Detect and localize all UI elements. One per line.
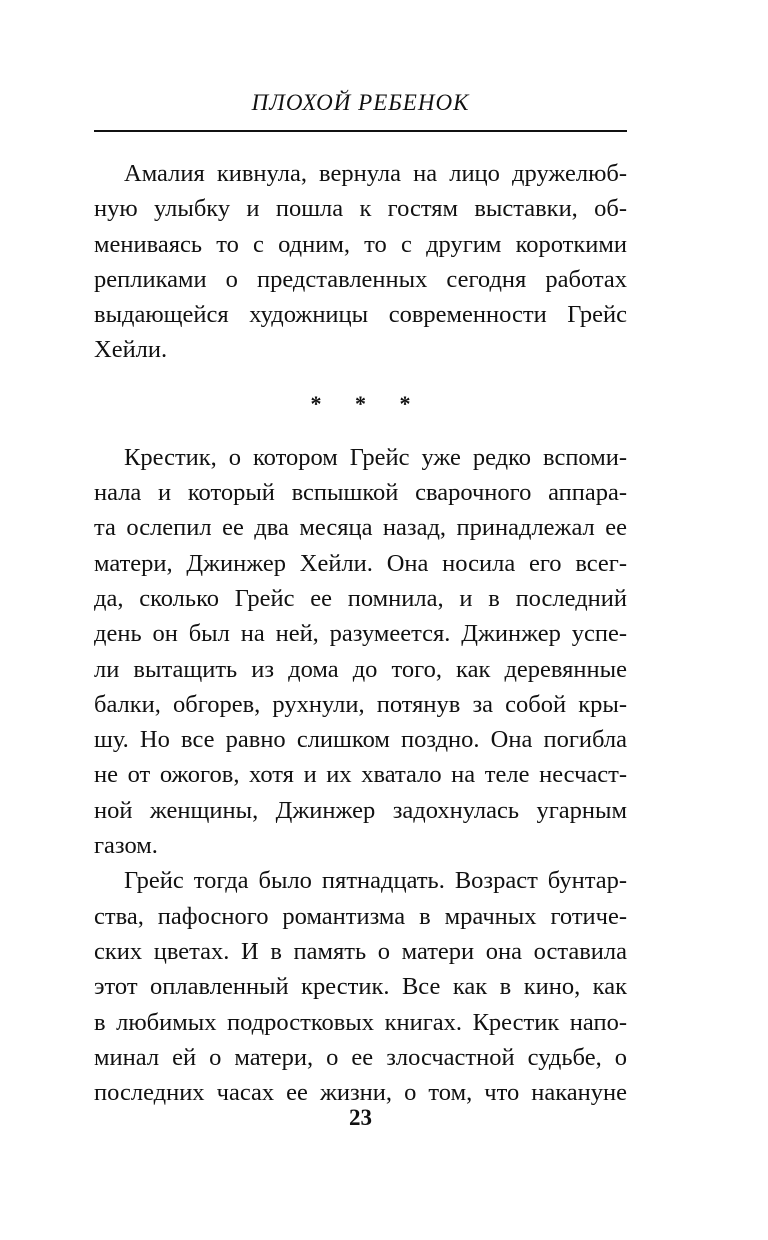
text-line: та ослепил ее два месяца назад, принадлежал ее (94, 514, 627, 542)
text-line: Амалия кивнула, вернула на лицо дружелюб- (124, 160, 627, 187)
paragraph-1 (94, 156, 627, 368)
text-line: балки, обгорев, рухнули, потянув за собой кры- (94, 690, 627, 718)
text-line: минал ей о матери, о ее злосчастной судьбе, о (94, 1043, 627, 1071)
paragraph-3 (94, 863, 627, 1110)
text-line: день он был на ней, разумеется. Джинжер успе- (94, 620, 627, 648)
body-text (94, 156, 627, 1110)
section-break: * * * (310, 390, 425, 416)
text-line: Крестик, о котором Грейс уже редко вспоми- (124, 443, 627, 471)
text-line: шу. Но все равно слишком поздно. Она погибла (94, 726, 627, 754)
running-head: ПЛОХОЙ РЕБЕНОК (251, 90, 470, 115)
paragraph-2 (94, 440, 627, 864)
text-line: Грейс тогда было пятнадцать. Возраст бунтар- (124, 867, 627, 895)
text-line: ства, пафосного романтизма в мрачных готиче- (94, 902, 627, 930)
text-line: ли вытащить из дома до того, как деревянные (94, 655, 627, 683)
header-rule (94, 130, 627, 132)
text-line: газом. (94, 832, 158, 860)
text-line: репликами о представленных сегодня работах (94, 265, 627, 293)
text-line: Хейли. (94, 336, 168, 364)
page-number: 23 (349, 1105, 372, 1130)
text-line: не от ожогов, хотя и их хватало на теле несчаст- (94, 761, 627, 789)
text-line: ную улыбку и пошла к гостям выставки, об- (94, 195, 627, 223)
text-line: ских цветах. И в память о матери она оставила (94, 937, 627, 965)
book-page (94, 0, 627, 1240)
text-line: нала и который вспышкой сварочного аппара- (94, 479, 627, 507)
text-line: в любимых подростковых книгах. Крестик напо- (94, 1008, 627, 1036)
text-line: матери, Джинжер Хейли. Она носила его всег- (94, 549, 627, 577)
text-line: последних часах ее жизни, о том, что накануне (94, 1079, 627, 1107)
text-line: мениваясь то с одним, то с другим короткими (94, 230, 627, 258)
text-line: да, сколько Грейс ее помнила, и в последний (94, 584, 627, 612)
text-line: выдающейся художницы современности Грейс (94, 301, 627, 329)
text-line: ной женщины, Джинжер задохнулась угарным (94, 796, 627, 824)
text-line: этот оплавленный крестик. Все как в кино, как (94, 973, 627, 1001)
